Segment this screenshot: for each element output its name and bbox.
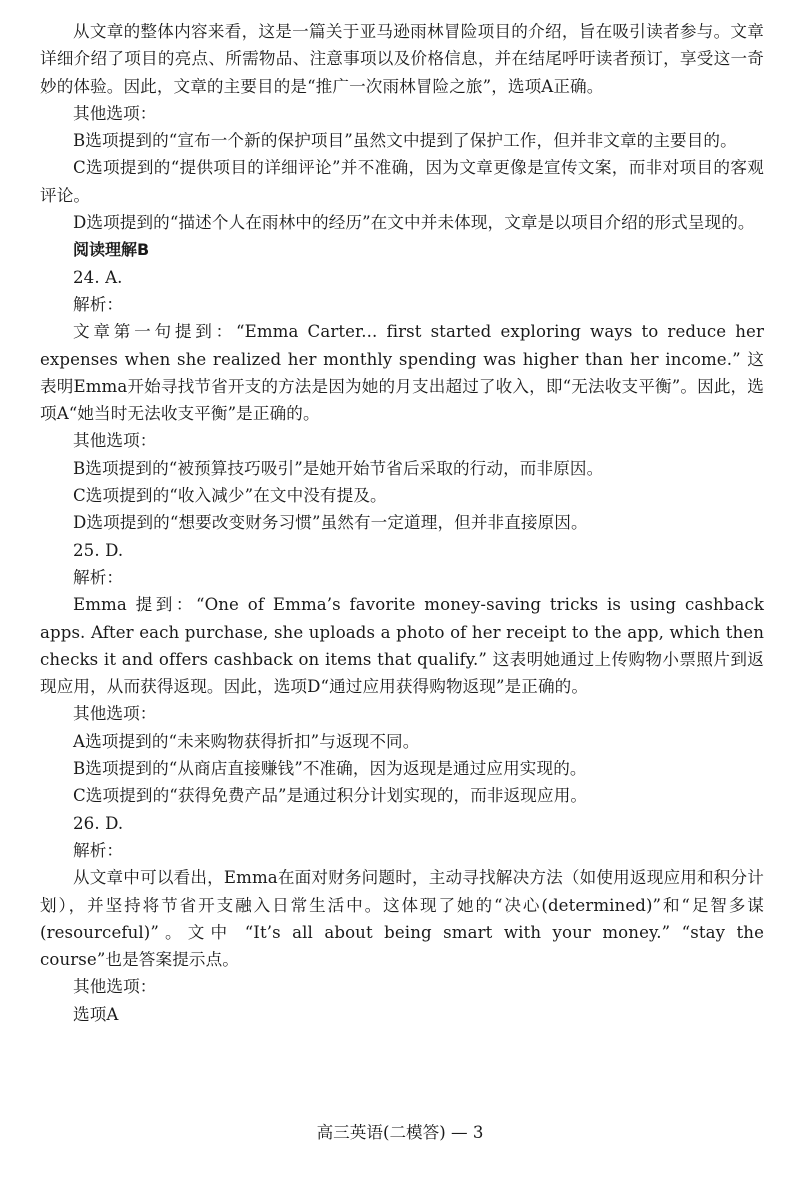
paragraph: 其他选项： [73, 704, 157, 724]
analysis-label: 解析： [73, 840, 124, 860]
analysis-label: 解析： [73, 567, 124, 587]
paragraph: 从文章的整体内容来看，这是一篇关于亚马逊雨林冒险项目的介绍，旨在吸引读者参与。文章详细介绍了项目的亮点、所需物品、注意事项以及价格信息，并在结尾呼吁读者预订，享受这一奇妙的体验。因此，文章的主要目的是“推广一次雨林冒险之旅”，选项A正确。 [40, 22, 764, 96]
question-number: 26. D. [73, 813, 124, 833]
paragraph: 文章第一句提到：“Emma Carter... first started exploring ways to reduce her expenses when she realized her monthly spending was higher than her income.” 这表明Emma开始寻找节省开支的方法是因为她的月支出超过了收入，即“无法收支平衡”。因此，选项A“她当时无法收支平衡”是正确的。 [40, 322, 764, 424]
paragraph: 选项A [73, 1004, 119, 1024]
paragraph: C选项提到的“收入减少”在文中没有提及。 [73, 486, 387, 506]
paragraph: 其他选项： [73, 103, 157, 123]
paragraph: 其他选项： [73, 977, 157, 997]
paragraph: 从文章中可以看出，Emma在面对财务问题时，主动寻找解决方法（如使用返现应用和积分计划），并坚持将节省开支融入日常生活中。这体现了她的“决心(determined)”和“足智多谋(resourceful)”。文中 “It’s all about being smart with your money.” “stay the course”也是答案提示点。 [40, 868, 764, 970]
section-heading: 阅读理解B [73, 240, 150, 260]
document-body [40, 18, 764, 1028]
paragraph: B选项提到的“从商店直接赚钱”不准确，因为返现是通过应用实现的。 [73, 759, 587, 779]
paragraph: D选项提到的“想要改变财务习惯”虽然有一定道理，但并非直接原因。 [73, 513, 588, 533]
question-number: 24. A. [73, 267, 123, 287]
paragraph: 其他选项： [73, 431, 157, 451]
paragraph: Emma 提到：“One of Emma’s favorite money-saving tricks is using cashback apps. After each purchase, she uploads a photo of her receipt to the app, which then checks it and offers cashback on items that qualify.” 这表明她通过上传购物小票照片到返现应用，从而获得返现。因此，选项D“通过应用获得购物返现”是正确的。 [40, 595, 764, 697]
analysis-label: 解析： [73, 294, 124, 314]
paragraph: B选项提到的“被预算技巧吸引”是她开始节省后采取的行动，而非原因。 [73, 458, 604, 478]
paragraph: D选项提到的“描述个人在雨林中的经历”在文中并未体现，文章是以项目介绍的形式呈现的。 [73, 213, 755, 233]
paragraph: C选项提到的“提供项目的详细评论”并不准确，因为文章更像是宣传文案，而非对项目的客观评论。 [40, 158, 764, 205]
paragraph: A选项提到的“未来购物获得折扣”与返现不同。 [73, 731, 420, 751]
question-number: 25. D. [73, 540, 124, 560]
paragraph: C选项提到的“获得免费产品”是通过积分计划实现的，而非返现应用。 [73, 786, 588, 806]
paragraph: B选项提到的“宣布一个新的保护项目”虽然文中提到了保护工作，但并非文章的主要目的。 [73, 131, 737, 151]
page-footer: 高三英语(二模答) — 3 [316, 1123, 484, 1142]
